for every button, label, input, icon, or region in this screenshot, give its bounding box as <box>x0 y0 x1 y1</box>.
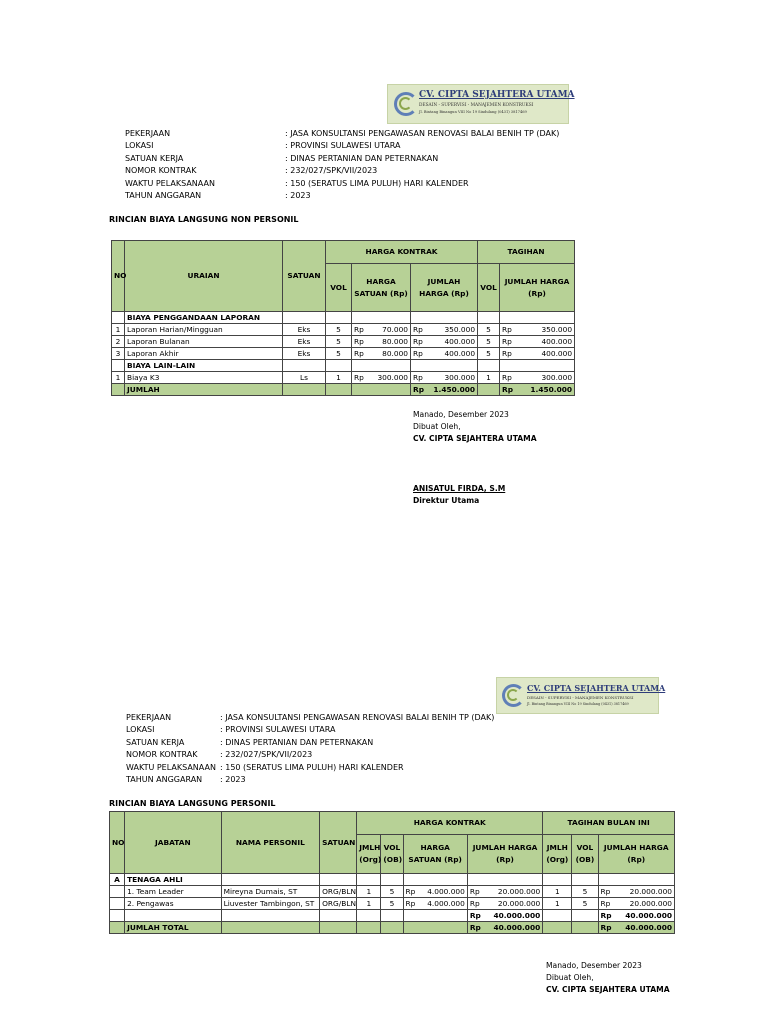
amount: 40.000.000 <box>625 922 672 932</box>
amount: 20.000.000 <box>629 886 672 896</box>
logo-address: Jl. Bintang Binangun VIII No 19 Sindulang (0431) 3817469 <box>419 110 527 114</box>
currency-label: Rp <box>354 324 364 334</box>
amount: 300.000 <box>377 372 408 382</box>
col-header-satuan: SATUAN <box>283 241 326 312</box>
info-row <box>126 762 494 774</box>
info-label: WAKTU PELAKSANAAN <box>125 178 215 188</box>
cell-empty <box>326 384 352 396</box>
cell-empty <box>110 922 125 934</box>
cell-empty <box>381 922 403 934</box>
place-date: Manado, Desember 2023 <box>546 961 642 970</box>
currency-label: Rp <box>502 324 512 334</box>
cell-vol: 5 <box>381 886 403 898</box>
info-label: LOKASI <box>126 725 155 735</box>
cell-empty <box>352 360 411 372</box>
currency-label: Rp <box>354 348 364 358</box>
info-row <box>125 190 559 202</box>
info-row <box>125 178 559 190</box>
company-logo <box>387 84 575 124</box>
col-header-uraian: URAIAN <box>125 241 283 312</box>
currency-label: Rp <box>502 336 512 346</box>
amount: 70.000 <box>382 324 408 334</box>
info-value: : JASA KONSULTANSI PENGAWASAN RENOVASI BALAI BENIH TP (DAK) <box>285 129 560 138</box>
cell-empty <box>283 360 326 372</box>
col-header-tagihan: TAGIHAN <box>478 241 575 264</box>
info-row <box>126 712 494 724</box>
info-value: : DINAS PERTANIAN DAN PETERNAKAN <box>220 737 374 747</box>
currency-label: Rp <box>413 372 423 382</box>
amount: 40.000.000 <box>493 910 541 920</box>
cell-jumlah-harga <box>467 886 542 898</box>
col-header-jumlah-harga-tagihan: JUMLAH HARGA (Rp) <box>500 264 575 312</box>
col-header-harga-satuan: HARGA SATUAN (Rp) <box>403 835 467 874</box>
cell-empty <box>403 874 467 886</box>
signature-block-1 <box>413 409 537 445</box>
subtotal-jumlah-harga <box>467 910 542 922</box>
info-value: : 150 (SERATUS LIMA PULUH) HARI KALENDER <box>285 178 469 188</box>
amount: 1.450.000 <box>530 384 573 394</box>
signature-block-2 <box>546 960 670 996</box>
cell-vol-tagihan: 5 <box>572 898 598 910</box>
cell-no: 3 <box>112 348 125 360</box>
cell-harga-satuan <box>352 372 411 384</box>
info-label: LOKASI <box>125 141 154 151</box>
cell-satuan: Eks <box>283 324 326 336</box>
cell-empty <box>110 898 125 910</box>
total-label: JUMLAH TOTAL <box>125 922 222 934</box>
cell-harga-satuan <box>403 898 467 910</box>
cell-empty <box>221 922 320 934</box>
cell-harga-satuan <box>352 324 411 336</box>
cell-nama: Liuvester Tambingon, ST <box>221 898 320 910</box>
cell-vol: 5 <box>326 336 352 348</box>
cell-empty <box>478 312 500 324</box>
personil-table <box>109 811 675 934</box>
made-by: Dibuat Oleh, <box>413 422 461 431</box>
currency-label: Rp <box>502 372 512 382</box>
cell-empty <box>125 910 222 922</box>
table-row <box>112 348 575 360</box>
col-header-vol-tagihan: VOL <box>478 264 500 312</box>
cell-jumlah-harga <box>411 372 478 384</box>
cell-uraian: Biaya K3 <box>125 372 283 384</box>
currency-label: Rp <box>354 372 364 382</box>
cell-empty <box>478 360 500 372</box>
currency-label: Rp <box>469 898 480 908</box>
cell-empty <box>326 312 352 324</box>
cell-jumlah-harga <box>411 336 478 348</box>
cell-jumlah-tagihan <box>500 348 575 360</box>
info-label: NOMOR KONTRAK <box>125 166 197 176</box>
amount: 300.000 <box>444 372 476 382</box>
col-header-vol: VOL (OB) <box>381 835 403 874</box>
currency-label: Rp <box>600 910 612 920</box>
cell-empty <box>478 384 500 396</box>
table-header-row <box>112 241 575 264</box>
currency-label: Rp <box>413 384 424 394</box>
info-value: : PROVINSI SULAWESI UTARA <box>220 725 336 735</box>
cell-jumlah-tagihan <box>598 898 675 910</box>
col-header-tagihan: TAGIHAN BULAN INI <box>543 812 675 835</box>
currency-label: Rp <box>502 384 514 394</box>
cell-empty <box>221 874 320 886</box>
signature-company: CV. CIPTA SEJAHTERA UTAMA <box>546 985 670 994</box>
logo-tagline: DESAIN - SUPERVISI - MANAJEMEN KONSTRUKSI <box>419 103 534 108</box>
cell-empty <box>221 910 320 922</box>
info-row <box>125 153 559 165</box>
cell-empty <box>110 910 125 922</box>
col-header-jabatan: JABATAN <box>125 812 222 874</box>
cell-satuan: ORG/BLN <box>320 898 357 910</box>
section-label: BIAYA LAIN-LAIN <box>125 360 283 372</box>
amount: 4.000.000 <box>427 898 465 908</box>
col-header-jmlh-tagihan: JMLH (Org) <box>543 835 572 874</box>
cell-empty <box>357 910 381 922</box>
cell-vol: 5 <box>326 348 352 360</box>
col-header-harga-kontrak: HARGA KONTRAK <box>326 241 478 264</box>
table-row <box>112 324 575 336</box>
project-info-2 <box>126 712 494 786</box>
logo-tagline: DESAIN - SUPERVISI - MANAJEMEN KONSTRUKSI <box>527 695 634 700</box>
made-by: Dibuat Oleh, <box>546 973 594 982</box>
currency-label: Rp <box>600 886 611 896</box>
info-row <box>125 128 559 140</box>
logo-emblem-inner-icon <box>507 689 519 701</box>
amount: 4.000.000 <box>427 886 465 896</box>
info-label: TAHUN ANGGARAN <box>125 191 202 201</box>
logo-company-name: CV. CIPTA SEJAHTERA UTAMA <box>419 90 575 100</box>
amount: 400.000 <box>541 348 573 358</box>
currency-label: Rp <box>600 898 611 908</box>
total-jumlah-harga <box>411 384 478 396</box>
table-header-row <box>110 812 675 835</box>
cell-empty <box>572 922 598 934</box>
cell-vol-tagihan: 5 <box>478 324 500 336</box>
total-jumlah-harga <box>467 922 542 934</box>
amount: 20.000.000 <box>497 898 541 908</box>
cell-jmlh: 1 <box>357 886 381 898</box>
cell-empty <box>598 874 675 886</box>
section-label: BIAYA PENGGANDAAN LAPORAN <box>125 312 283 324</box>
cell-empty <box>112 312 125 324</box>
cell-empty <box>110 886 125 898</box>
currency-label: Rp <box>413 324 423 334</box>
cell-empty <box>320 874 357 886</box>
cell-empty <box>467 874 542 886</box>
cell-satuan: Ls <box>283 372 326 384</box>
info-value: : 232/027/SPK/VII/2023 <box>220 750 313 760</box>
cell-jabatan: 1. Team Leader <box>125 886 222 898</box>
currency-label: Rp <box>405 898 416 908</box>
col-header-harga-satuan: HARGA SATUAN (Rp) <box>352 264 411 312</box>
info-value: : DINAS PERTANIAN DAN PETERNAKAN <box>285 153 439 163</box>
col-header-jumlah-harga: JUMLAH HARGA (Rp) <box>467 835 542 874</box>
currency-label: Rp <box>469 910 481 920</box>
cell-empty <box>403 922 467 934</box>
cell-empty <box>352 384 411 396</box>
cell-nama: Mireyna Dumais, ST <box>221 886 320 898</box>
total-label: JUMLAH <box>125 384 283 396</box>
total-row <box>112 384 575 396</box>
signer-position: Direktur Utama <box>413 496 480 505</box>
col-header-nama: NAMA PERSONIL <box>221 812 320 874</box>
cell-empty <box>411 312 478 324</box>
currency-label: Rp <box>600 922 612 932</box>
subtotal-row <box>110 910 675 922</box>
info-value: : PROVINSI SULAWESI UTARA <box>285 141 401 151</box>
cell-vol-tagihan: 5 <box>478 348 500 360</box>
cell-satuan: Eks <box>283 336 326 348</box>
cell-uraian: Laporan Bulanan <box>125 336 283 348</box>
currency-label: Rp <box>405 886 416 896</box>
cell-no: 1 <box>112 372 125 384</box>
logo-emblem-inner-icon <box>399 97 412 110</box>
cell-empty <box>543 910 572 922</box>
place-date: Manado, Desember 2023 <box>413 410 509 419</box>
cell-jumlah-harga <box>411 324 478 336</box>
cell-empty <box>357 874 381 886</box>
info-value: : 232/027/SPK/VII/2023 <box>285 166 378 176</box>
cell-empty <box>381 874 403 886</box>
cell-harga-satuan <box>352 336 411 348</box>
col-header-vol-tagihan: VOL (OB) <box>572 835 598 874</box>
cell-vol-tagihan: 1 <box>478 372 500 384</box>
non-personil-table <box>111 240 575 396</box>
project-info-1 <box>125 128 559 202</box>
cell-empty <box>411 360 478 372</box>
amount: 20.000.000 <box>629 898 672 908</box>
amount: 80.000 <box>382 336 408 346</box>
cell-no: 1 <box>112 324 125 336</box>
section-row <box>112 360 575 372</box>
col-header-satuan: SATUAN <box>320 812 357 874</box>
cell-jumlah-tagihan <box>500 372 575 384</box>
section-no: A <box>110 874 125 886</box>
cell-no: 2 <box>112 336 125 348</box>
cell-empty <box>403 910 467 922</box>
col-header-jmlh: JMLH (Org) <box>357 835 381 874</box>
info-label: SATUAN KERJA <box>126 737 185 747</box>
info-label: TAHUN ANGGARAN <box>126 775 203 785</box>
col-header-harga-kontrak: HARGA KONTRAK <box>357 812 543 835</box>
signer-block <box>413 483 505 507</box>
cell-empty <box>352 312 411 324</box>
info-label: PEKERJAAN <box>126 713 172 722</box>
col-header-no: NO <box>110 812 125 874</box>
company-logo <box>496 677 666 714</box>
info-label: NOMOR KONTRAK <box>126 750 198 760</box>
total-jumlah-tagihan <box>500 384 575 396</box>
cell-empty <box>112 384 125 396</box>
info-row <box>126 774 494 786</box>
amount: 40.000.000 <box>625 910 672 920</box>
table-row <box>110 898 675 910</box>
cell-jumlah-tagihan <box>500 324 575 336</box>
amount: 400.000 <box>444 336 476 346</box>
cell-empty <box>572 910 598 922</box>
currency-label: Rp <box>502 348 512 358</box>
cell-empty <box>381 910 403 922</box>
amount: 350.000 <box>541 324 573 334</box>
cell-jmlh-tagihan: 1 <box>543 898 572 910</box>
cell-uraian: Laporan Harian/Mingguan <box>125 324 283 336</box>
col-header-vol: VOL <box>326 264 352 312</box>
table-row <box>112 336 575 348</box>
cell-uraian: Laporan Akhir <box>125 348 283 360</box>
cell-harga-satuan <box>403 886 467 898</box>
col-header-jumlah-harga-tagihan: JUMLAH HARGA (Rp) <box>598 835 675 874</box>
col-header-jumlah-harga: JUMLAH HARGA (Rp) <box>411 264 478 312</box>
info-label: PEKERJAAN <box>125 129 171 138</box>
subtotal-jumlah-tagihan <box>598 910 675 922</box>
cell-jumlah-tagihan <box>598 886 675 898</box>
cell-jmlh: 1 <box>357 898 381 910</box>
cell-empty <box>500 312 575 324</box>
cell-empty <box>543 922 572 934</box>
info-value: : 2023 <box>220 775 246 785</box>
info-row <box>125 165 559 177</box>
amount: 400.000 <box>541 336 573 346</box>
section-label: TENAGA AHLI <box>125 874 222 886</box>
cell-empty <box>283 384 326 396</box>
amount: 20.000.000 <box>497 886 541 896</box>
table-row <box>112 372 575 384</box>
currency-label: Rp <box>413 336 423 346</box>
section-row <box>112 312 575 324</box>
info-row <box>126 749 494 761</box>
cell-satuan: ORG/BLN <box>320 886 357 898</box>
info-value: : JASA KONSULTANSI PENGAWASAN RENOVASI BALAI BENIH TP (DAK) <box>220 713 495 722</box>
cell-empty <box>320 910 357 922</box>
section-row <box>110 874 675 886</box>
info-label: WAKTU PELAKSANAAN <box>126 762 216 772</box>
cell-satuan: Eks <box>283 348 326 360</box>
cell-vol: 5 <box>326 324 352 336</box>
cell-empty <box>357 922 381 934</box>
cell-jmlh-tagihan: 1 <box>543 886 572 898</box>
cell-jumlah-tagihan <box>500 336 575 348</box>
currency-label: Rp <box>413 348 423 358</box>
info-row <box>126 724 494 736</box>
info-row <box>126 737 494 749</box>
cell-empty <box>543 874 572 886</box>
cell-jumlah-harga <box>467 898 542 910</box>
table-row <box>110 886 675 898</box>
total-row <box>110 922 675 934</box>
cell-empty <box>500 360 575 372</box>
table-title-personil: RINCIAN BIAYA LANGSUNG PERSONIL <box>109 799 276 808</box>
total-jumlah-tagihan <box>598 922 675 934</box>
cell-empty <box>320 922 357 934</box>
cell-empty <box>326 360 352 372</box>
amount: 400.000 <box>444 348 476 358</box>
cell-jumlah-harga <box>411 348 478 360</box>
info-value: : 2023 <box>285 191 311 201</box>
cell-vol: 1 <box>326 372 352 384</box>
currency-label: Rp <box>469 922 481 932</box>
cell-empty <box>572 874 598 886</box>
col-header-no: NO <box>112 241 125 312</box>
cell-jabatan: 2. Pengawas <box>125 898 222 910</box>
currency-label: Rp <box>469 886 480 896</box>
currency-label: Rp <box>354 336 364 346</box>
amount: 40.000.000 <box>493 922 541 932</box>
info-row <box>125 140 559 152</box>
cell-harga-satuan <box>352 348 411 360</box>
info-label: SATUAN KERJA <box>125 153 184 163</box>
signature-company: CV. CIPTA SEJAHTERA UTAMA <box>413 434 537 443</box>
amount: 80.000 <box>382 348 408 358</box>
logo-address: Jl. Bintang Binangun VIII No 19 Sindulang (0431) 3817469 <box>527 702 629 706</box>
cell-vol: 5 <box>381 898 403 910</box>
cell-vol-tagihan: 5 <box>478 336 500 348</box>
info-value: : 150 (SERATUS LIMA PULUH) HARI KALENDER <box>220 762 404 772</box>
signer-name: ANISATUL FIRDA, S.M <box>413 484 506 493</box>
cell-empty <box>283 312 326 324</box>
cell-vol-tagihan: 5 <box>572 886 598 898</box>
cell-empty <box>112 360 125 372</box>
table-title-non-personil: RINCIAN BIAYA LANGSUNG NON PERSONIL <box>109 215 299 224</box>
logo-company-name: CV. CIPTA SEJAHTERA UTAMA <box>527 683 666 693</box>
amount: 1.450.000 <box>433 384 476 394</box>
amount: 350.000 <box>444 324 476 334</box>
amount: 300.000 <box>541 372 573 382</box>
